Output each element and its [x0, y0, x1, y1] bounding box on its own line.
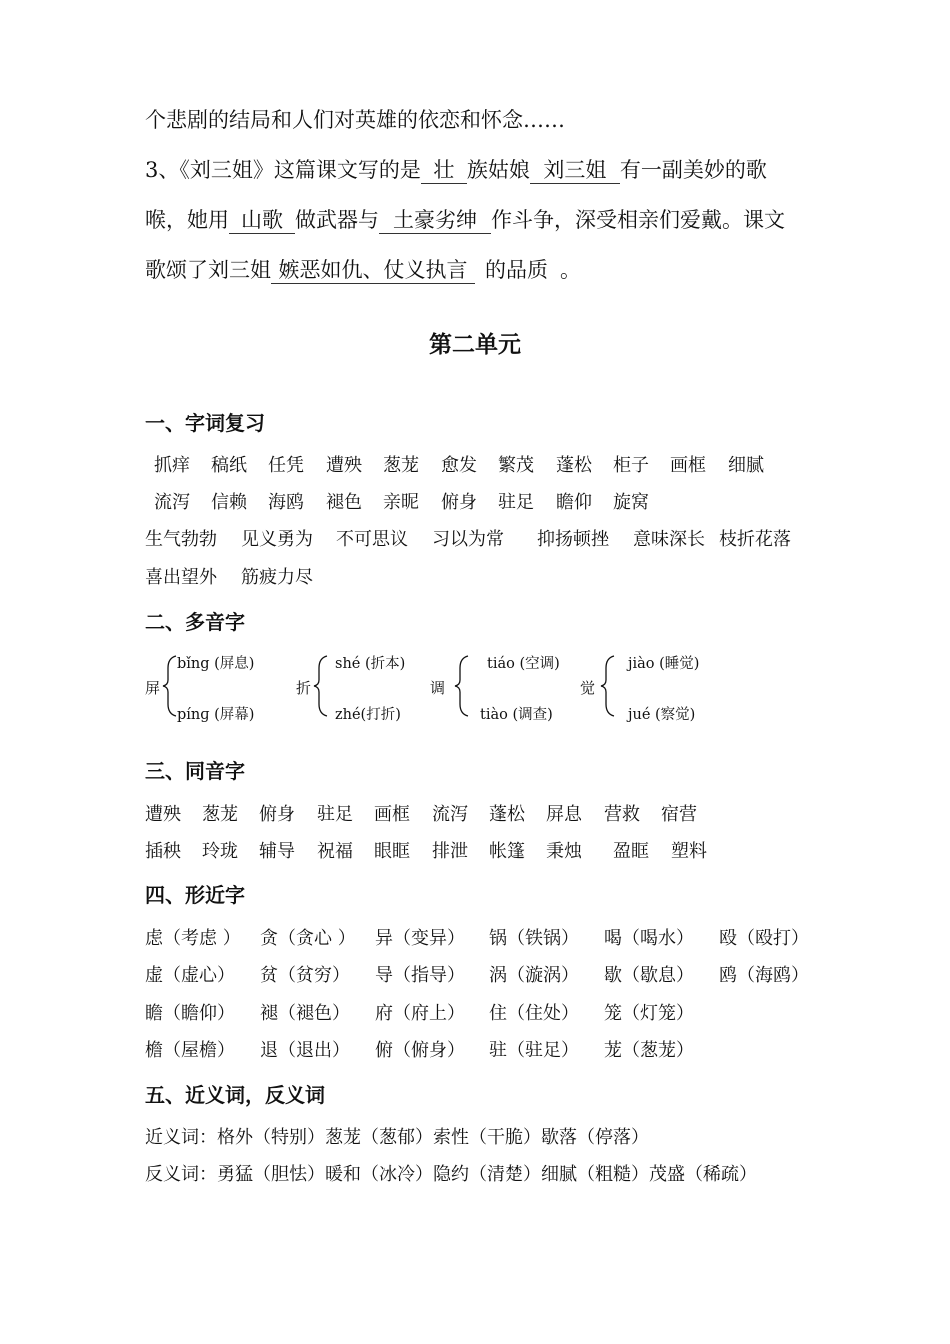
- word: 遭殃: [326, 455, 362, 476]
- word: 宿营: [661, 804, 697, 825]
- pronunciation-top: tiáo (空调): [487, 656, 560, 672]
- word: 繁茂: [498, 455, 534, 476]
- word: 俯身: [441, 492, 477, 513]
- char-pair: 笼（灯笼）: [604, 1003, 694, 1024]
- char-pair: 殴（殴打）: [719, 928, 809, 949]
- brace-icon: [311, 654, 331, 718]
- answer-blank-quality: 嫉恶如仇、仗义执言: [271, 257, 475, 284]
- intro-line-1: 个悲剧的结局和人们对英雄的依恋和怀念……: [145, 108, 565, 132]
- pronunciation-bottom: pínɡ (屏幕): [177, 707, 255, 723]
- idiom: 见义勇为: [241, 529, 313, 550]
- char-pair: 府（府上）: [375, 1003, 465, 1024]
- char-pair: 檐（屋檐）: [145, 1040, 235, 1061]
- answer-blank-ethnicity: 壮: [421, 157, 467, 184]
- char-pair: 歇（歇息）: [604, 965, 694, 986]
- q3-mid-1: 族姑娘: [466, 158, 530, 182]
- char-pair: 褪（褪色）: [260, 1003, 350, 1024]
- char-pair: 虑（考虑 ）: [145, 928, 241, 949]
- word: 旋窝: [613, 492, 649, 513]
- pronunciation-bottom: tiào (调查): [480, 707, 553, 723]
- word: 塑料: [671, 841, 707, 862]
- polyphonic-char: 调: [430, 679, 446, 697]
- section-5-heading: 五、近义词，反义词: [145, 1083, 325, 1107]
- q3-line3-a: 歌颂了刘三姐: [145, 258, 271, 282]
- word: 排泄: [432, 841, 468, 862]
- word: 葱茏: [202, 804, 238, 825]
- answer-blank-name: 刘三姐: [530, 157, 620, 184]
- question-3-line-2: [145, 206, 785, 234]
- char-pair: 退（退出）: [260, 1040, 350, 1061]
- q3-prefix: 3、《刘三姐》这篇课文写的是: [145, 158, 421, 182]
- q3-mid-2: 有一副美妙的歌: [619, 158, 767, 182]
- brace-icon: [598, 654, 618, 718]
- idiom: 生气勃勃: [145, 529, 217, 550]
- word: 画框: [670, 455, 706, 476]
- char-pair: 住（住处）: [489, 1003, 579, 1024]
- word: 辅导: [259, 841, 295, 862]
- pronunciation-top: bǐng (屏息): [177, 656, 255, 672]
- word: 驻足: [498, 492, 534, 513]
- word: 褪色: [326, 492, 362, 513]
- word: 眼眶: [374, 841, 410, 862]
- synonyms-line: 近义词：格外（特别）葱茏（葱郁）索性（干脆）歇落（停落）: [145, 1127, 649, 1148]
- word: 驻足: [317, 804, 353, 825]
- char-pair: 涡（漩涡）: [489, 965, 579, 986]
- section-4-heading: 四、形近字: [145, 883, 245, 907]
- word: 蓬松: [489, 804, 525, 825]
- pronunciation-bottom: zhé(打折): [335, 707, 401, 723]
- word: 任凭: [268, 455, 304, 476]
- char-pair: 导（指导）: [375, 965, 465, 986]
- word: 玲珑: [202, 841, 238, 862]
- q3-line3-b: 的品质: [485, 258, 548, 282]
- word: 蓬松: [556, 455, 592, 476]
- q3-line2-a: 喉，她用: [145, 208, 229, 232]
- q3-line3-c: 。: [560, 258, 581, 282]
- idiom: 喜出望外: [145, 567, 217, 588]
- pronunciation-bottom: jué (察觉): [628, 707, 696, 723]
- word: 愈发: [441, 455, 477, 476]
- word: 营救: [604, 804, 640, 825]
- answer-blank-weapon: 山歌: [229, 207, 295, 234]
- question-3-line-1: [145, 156, 767, 184]
- word: 海鸥: [268, 492, 304, 513]
- q3-line2-c: 作斗争，深受相亲们爱戴。课文: [491, 208, 785, 232]
- word: 俯身: [259, 804, 295, 825]
- word: 遭殃: [145, 804, 181, 825]
- char-pair: 异（变异）: [375, 928, 465, 949]
- char-pair: 瞻（瞻仰）: [145, 1003, 235, 1024]
- polyphonic-char: 屏: [145, 679, 161, 697]
- word: 细腻: [728, 455, 764, 476]
- char-pair: 茏（葱茏）: [604, 1040, 694, 1061]
- pronunciation-top: shé (折本): [335, 656, 406, 672]
- section-1-heading: 一、字词复习: [145, 411, 265, 435]
- answer-blank-opponent: 土豪劣绅: [379, 207, 491, 234]
- idiom: 意味深长: [633, 529, 705, 550]
- idiom: 不可思议: [336, 529, 408, 550]
- word: 画框: [374, 804, 410, 825]
- char-pair: 虚（虚心）: [145, 965, 235, 986]
- antonyms-line: 反义词：勇猛（胆怯）暖和（冰冷）隐约（清楚）细腻（粗糙）茂盛（稀疏）: [145, 1164, 757, 1185]
- idiom: 枝折花落: [719, 529, 791, 550]
- char-pair: 贪（贪心 ）: [260, 928, 356, 949]
- char-pair: 驻（驻足）: [489, 1040, 579, 1061]
- word: 抓痒: [154, 455, 190, 476]
- polyphonic-char: 折: [296, 679, 312, 697]
- question-3-line-3: [145, 256, 581, 284]
- char-pair: 贫（贫穷）: [260, 965, 350, 986]
- char-pair: 锅（铁锅）: [489, 928, 579, 949]
- word: 葱茏: [383, 455, 419, 476]
- idiom: 习以为常: [432, 529, 504, 550]
- word: 瞻仰: [556, 492, 592, 513]
- brace-icon: [452, 654, 472, 718]
- word: 祝福: [317, 841, 353, 862]
- pronunciation-top: jiào (睡觉): [628, 656, 700, 672]
- word: 流泻: [432, 804, 468, 825]
- section-3-heading: 三、同音字: [145, 759, 245, 783]
- char-pair: 俯（俯身）: [375, 1040, 465, 1061]
- char-pair: 喝（喝水）: [604, 928, 694, 949]
- q3-line2-b: 做武器与: [295, 208, 379, 232]
- char-pair: 鸥（海鸥）: [719, 965, 809, 986]
- word: 亲昵: [383, 492, 419, 513]
- word: 屏息: [546, 804, 582, 825]
- section-2-heading: 二、多音字: [145, 610, 245, 634]
- word: 帐篷: [489, 841, 525, 862]
- polyphonic-char: 觉: [580, 679, 596, 697]
- word: 盈眶: [613, 841, 649, 862]
- idiom: 抑扬顿挫: [537, 529, 609, 550]
- word: 流泻: [154, 492, 190, 513]
- unit-title: 第二单元: [429, 332, 521, 358]
- word: 稿纸: [211, 455, 247, 476]
- idiom: 筋疲力尽: [241, 567, 313, 588]
- word: 信赖: [211, 492, 247, 513]
- word: 柜子: [613, 455, 649, 476]
- word: 插秧: [145, 841, 181, 862]
- word: 秉烛: [546, 841, 582, 862]
